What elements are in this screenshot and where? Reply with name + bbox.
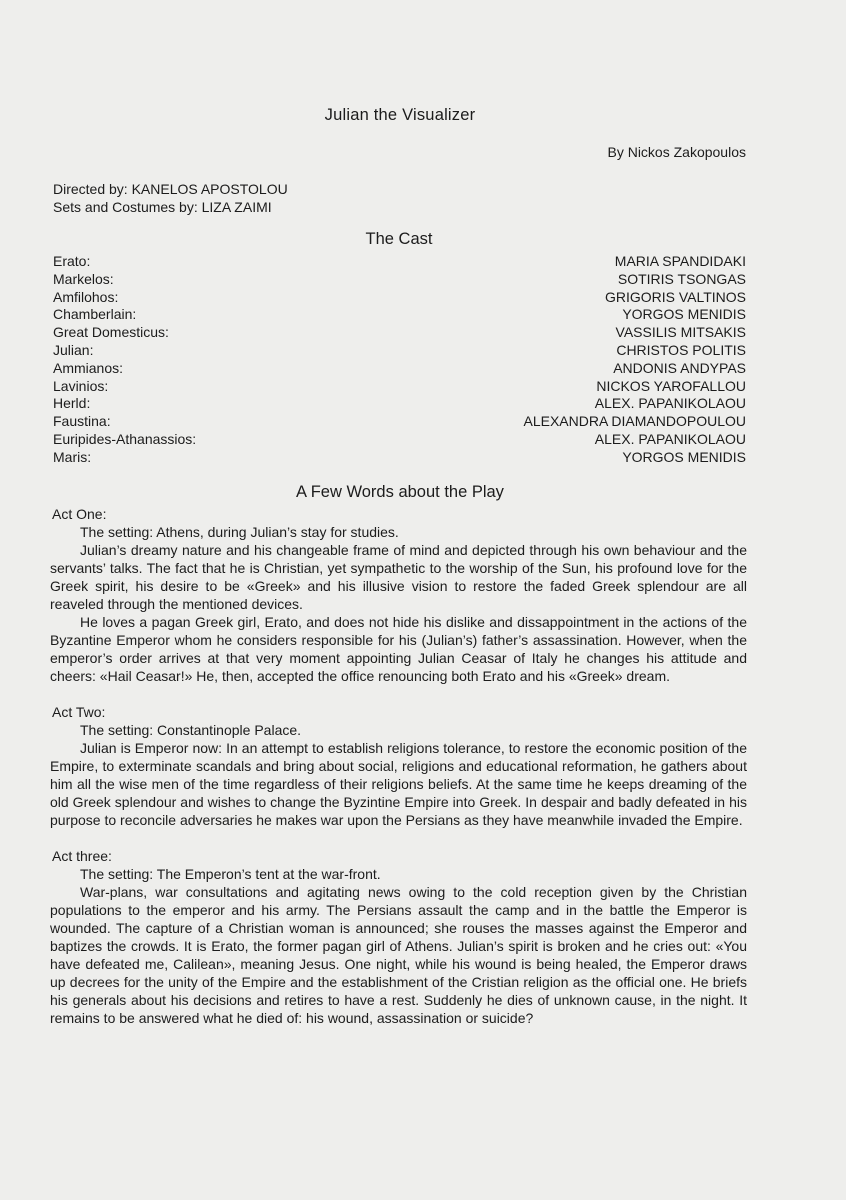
cast-role: Euripides-Athanassios:: [53, 430, 197, 447]
cast-row: [53, 413, 746, 431]
synopsis-paragraph: Julian is Emperor now: In an attempt to establish religions tolerance, to restore the economic position of the Empire, to exterminate scandals and bring about social, religions and educational reformation, he gathers about him all the wise men of the time regardless of their religions beliefs. At the same time he keeps dreaming of the old Greek splendour and wishes to change the Byzintine Empire into Greek. In despair and badly defeated in his purpose to reconcile adversaries he makes war upon the Persians as they have meanwhile invaded the Empire.: [50, 740, 747, 828]
cast-row: [53, 324, 746, 342]
cast-row: [53, 306, 746, 324]
sets-costumes-credit: Sets and Costumes by: LIZA ZAIMI: [53, 199, 272, 215]
act-setting: The setting: Athens, during Julian’s stay for studies.: [80, 524, 399, 540]
cast-row: [53, 253, 746, 271]
cast-role: Faustina:: [53, 413, 111, 430]
cast-role: Ammianos:: [53, 359, 124, 376]
cast-role: Amfilohos:: [53, 288, 119, 305]
cast-role: Markelos:: [53, 270, 114, 287]
cast-actor: ALEX. PAPANIKOLAOU: [594, 395, 746, 412]
play-title: Julian the Visualizer: [324, 106, 476, 124]
cast-row: [53, 271, 746, 289]
cast-role: Great Domesticus:: [53, 324, 169, 341]
act-heading: Act Two:: [52, 704, 106, 720]
cast-row: [53, 378, 746, 396]
spacer: [50, 685, 747, 703]
cast-actor: GRIGORIS VALTINOS: [604, 288, 746, 305]
play-synopsis: [50, 505, 747, 1027]
cast-role: Chamberlain:: [53, 306, 137, 323]
act-one-section: [50, 505, 747, 685]
act-heading: Act One:: [52, 506, 107, 522]
cast-actor: YORGOS MENIDIS: [622, 448, 746, 465]
director-credit: Directed by: KANELOS APOSTOLOU: [53, 181, 288, 197]
act-setting: The setting: Constantinople Palace.: [80, 722, 302, 738]
words-heading: A Few Words about the Play: [296, 483, 504, 501]
cast-actor: CHRISTOS POLITIS: [616, 341, 746, 358]
synopsis-paragraph: He loves a pagan Greek girl, Erato, and does not hide his dislike and dissappointment in the actions of the Byzantine Emperor whom he considers responsible for his (Julian’s) father’s assassination. However, when the emperor’s order arrives at that very moment appointing Julian Ceasar of Italy he changes his attitude and cheers: «Hail Ceasar!» He, then, accepted the office renouncing both Erato and his «Greek» dream.: [50, 614, 747, 684]
act-heading: Act three:: [52, 848, 112, 864]
cast-role: Lavinios:: [53, 377, 109, 394]
act-setting: The setting: The Emperon’s tent at the war-front.: [80, 866, 381, 882]
cast-row: [53, 431, 746, 449]
cast-row: [53, 289, 746, 307]
cast-actor: ALEX. PAPANIKOLAOU: [594, 430, 746, 447]
cast-role: Maris:: [53, 448, 92, 465]
cast-role: Julian:: [53, 341, 94, 358]
cast-actor: VASSILIS MITSAKIS: [615, 324, 746, 341]
cast-actor: ALEXANDRA DIAMANDOPOULOU: [523, 413, 746, 430]
cast-row: [53, 395, 746, 413]
production-credits: [53, 180, 288, 216]
cast-row: [53, 449, 746, 467]
act-two-section: [50, 703, 747, 829]
act-three-section: [50, 847, 747, 1027]
author-line: By Nickos Zakopoulos: [607, 144, 746, 160]
cast-actor: NICKOS YAROFALLOU: [596, 377, 746, 394]
cast-actor: SOTIRIS TSONGAS: [617, 270, 746, 287]
synopsis-paragraph: Julian’s dreamy nature and his changeable frame of mind and depicted through his own behaviour and the servants’ talks. The fact that he is Christian, yet sympathetic to the worship of the Sun, his profound love for the Greek spirit, his desire to be «Greek» and his illusive vision to restore the faded Greek splendour are all reaveled through the mentioned devices.: [50, 542, 747, 612]
cast-row: [53, 360, 746, 378]
cast-role: Erato:: [53, 253, 91, 269]
synopsis-paragraph: War-plans, war consultations and agitating news owing to the cold reception given by the Christian populations to the emperor and his army. The Persians assault the camp and in the battle the Emperor is wounded. The capture of a Christian woman is announced; she rouses the masses against the Emperor and baptizes the crowds. It is Erato, the former pagan girl of Athens. Julian’s spirit is broken and he cries out: «You have defeated me, Calilean», meaning Jesus. One night, while his wound is being healed, the Emperor draws up decrees for the unity of the Empire and the establishment of the Cristian religion as the official one. He briefs his generals about his decisions and retires to have a rest. Suddenly he dies of unknown cause, in the night. It remains to be answered what he died of: his wound, assassination or suicide?: [50, 884, 747, 1026]
cast-actor: MARIA SPANDIDAKI: [614, 253, 746, 269]
cast-row: [53, 342, 746, 360]
cast-list: [53, 253, 746, 467]
cast-heading: The Cast: [365, 230, 433, 248]
cast-role: Herld:: [53, 395, 91, 412]
cast-actor: ANDONIS ANDYPAS: [613, 359, 746, 376]
cast-actor: YORGOS MENIDIS: [622, 306, 746, 323]
spacer: [50, 829, 747, 847]
